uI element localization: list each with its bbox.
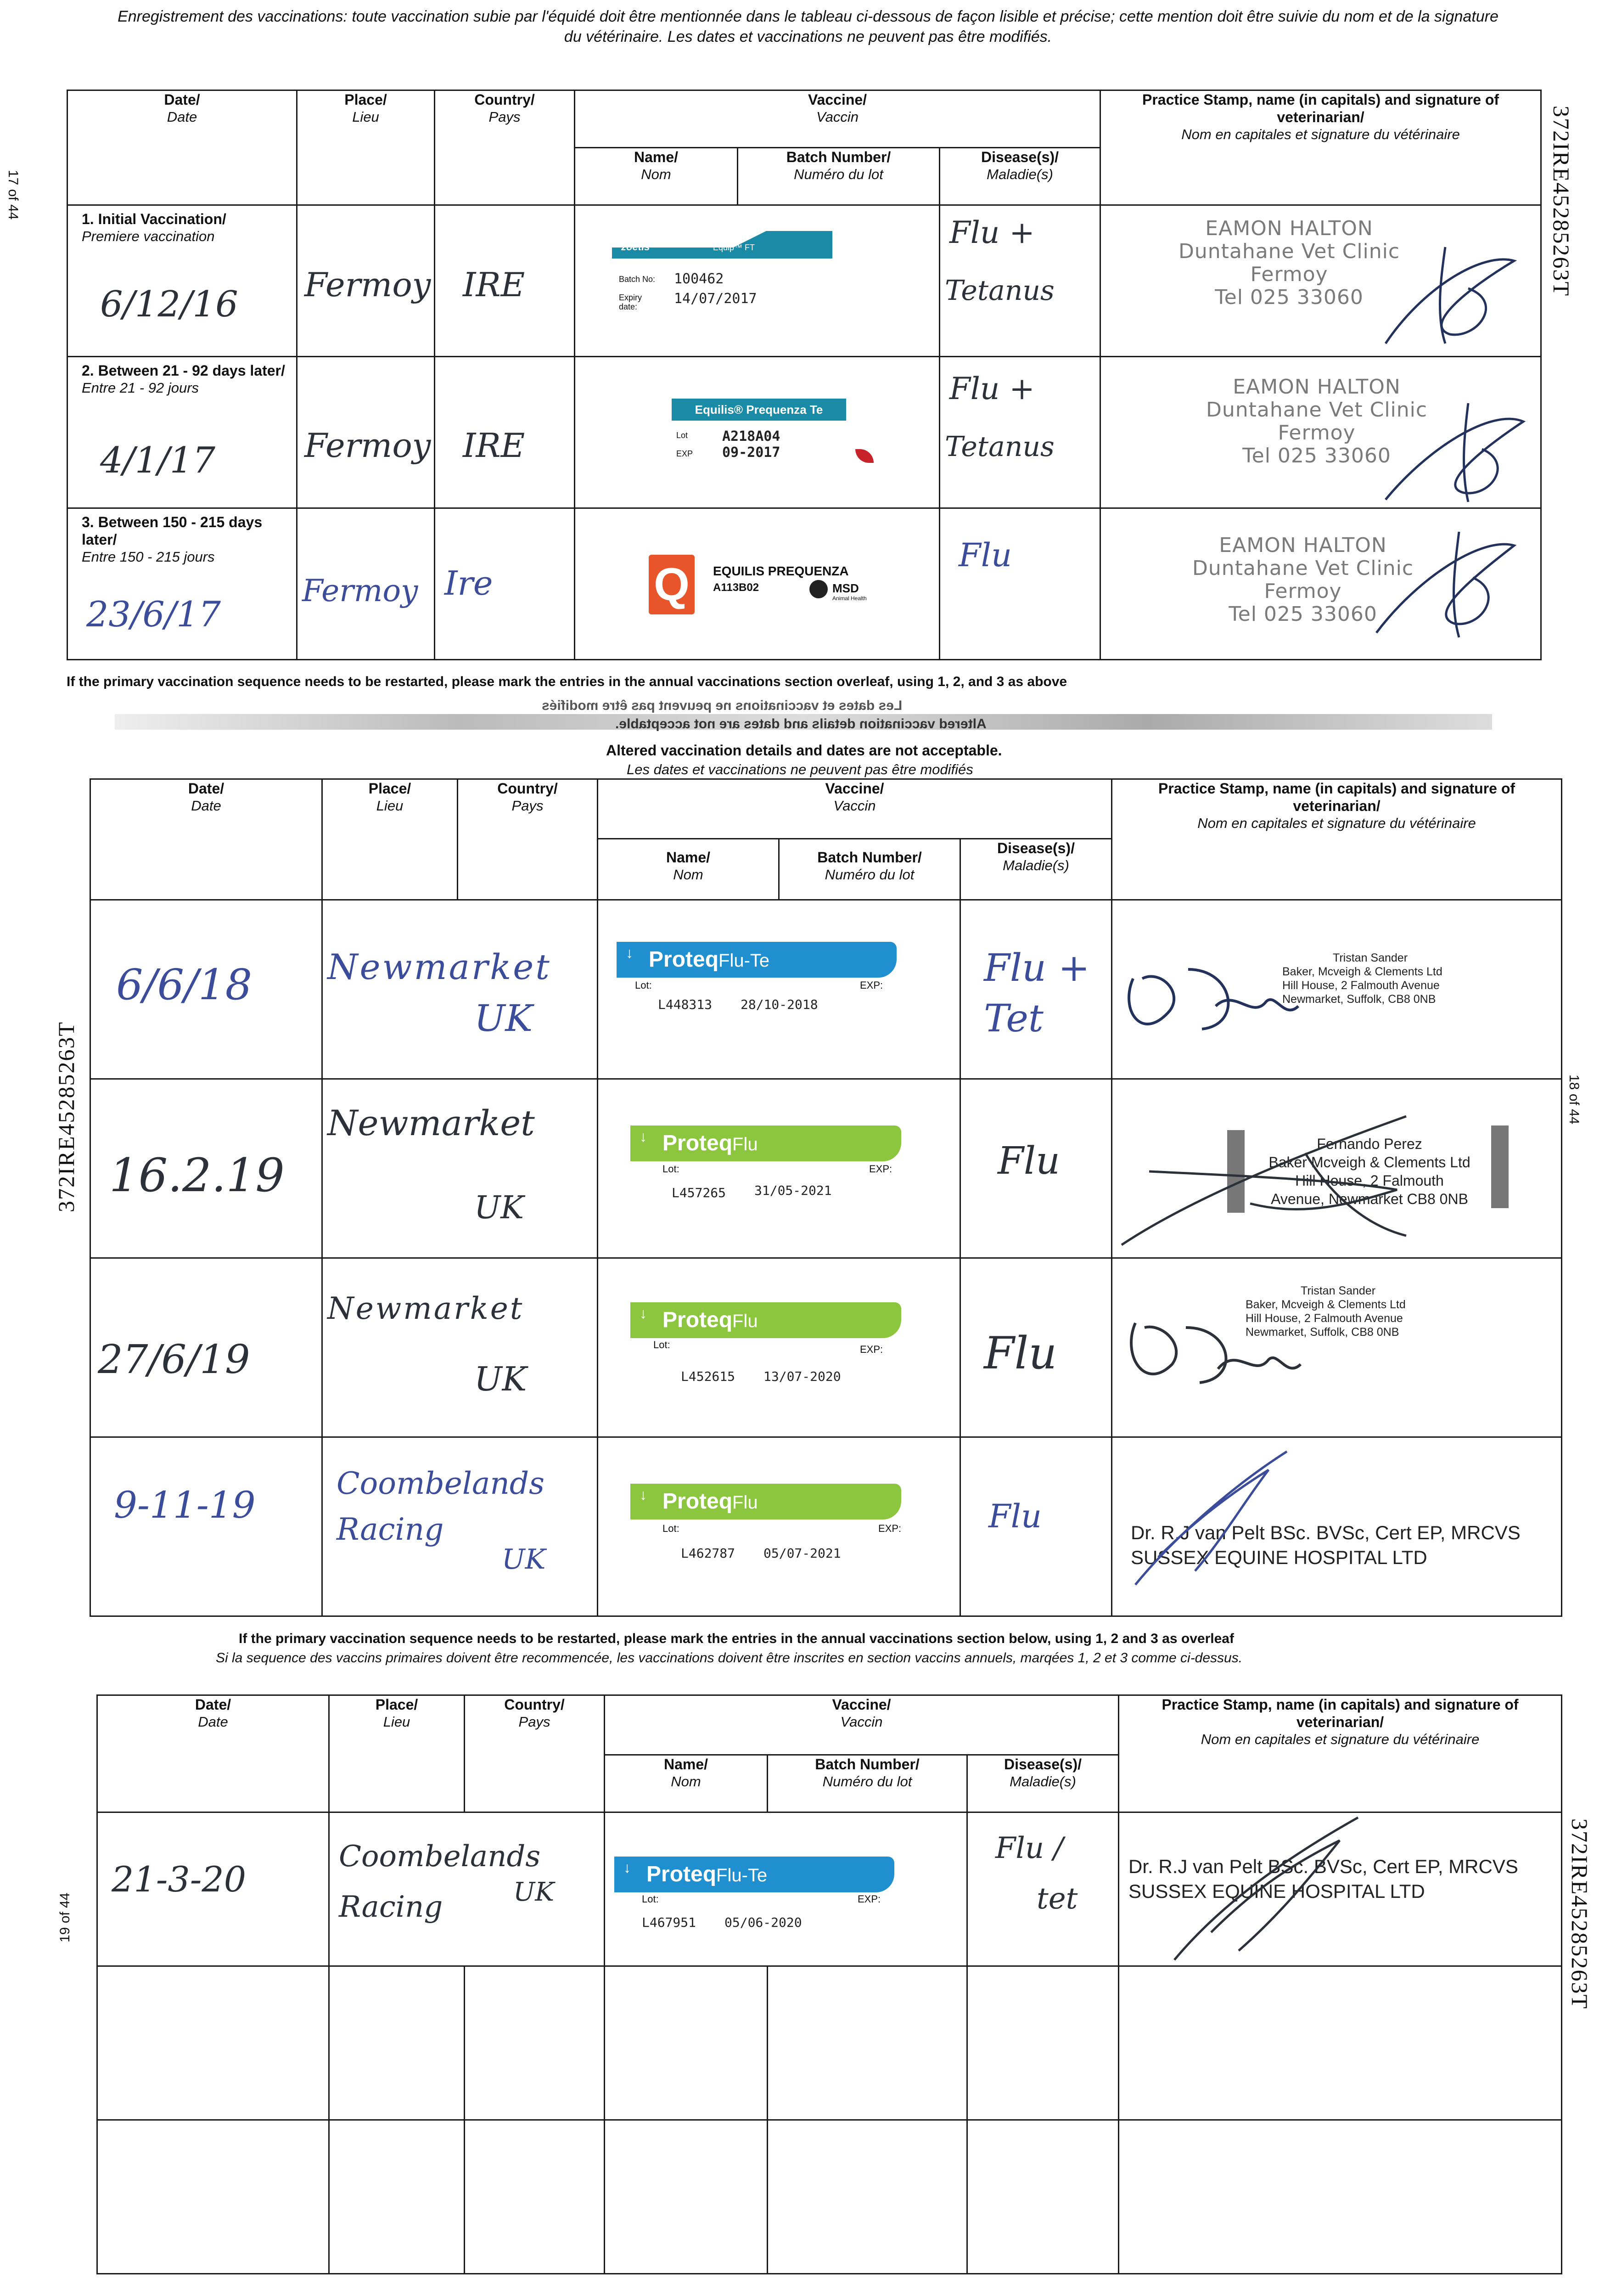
vet-signature xyxy=(1340,523,1523,642)
date-cell: 21-3-20 xyxy=(97,1812,329,1966)
vet-signature xyxy=(1115,951,1344,1043)
date-cell: 2. Between 21 - 92 days later/ Entre 21 - 92 jours 4/1/17 xyxy=(67,357,297,508)
handwritten-date: 23/6/17 xyxy=(86,594,221,635)
place-country-cell: Newmarket UK xyxy=(322,1079,598,1258)
vet-stamp-cell: Dr. R.J van Pelt BSc. BVSc, Cert EP, MRCVS SUSSEX EQUINE HOSPITAL LTD xyxy=(1119,1812,1562,1966)
annual-vaccination-table-2 xyxy=(96,1694,1562,2274)
col-header-practice: Practice Stamp, name (in capitals) and signature of veterinarian/ Nom en capitales et signature du vétérinaire xyxy=(1100,90,1541,205)
table-row xyxy=(67,205,1541,357)
vet-signature xyxy=(1112,1098,1480,1254)
table-row xyxy=(67,357,1541,508)
header-note-line2: du vétérinaire. Les dates et vaccinations ne peuvent pas être modifiés. xyxy=(564,28,1052,45)
date-cell: 6/6/18 xyxy=(90,900,322,1079)
table-row xyxy=(90,1258,1562,1437)
col-header-batch: Batch Number/ Numéro du lot xyxy=(738,148,940,205)
handwritten-date: 4/1/17 xyxy=(100,440,216,481)
col-header-name-batch xyxy=(598,839,960,900)
stamp-bar-right xyxy=(1491,1125,1509,1208)
table-row-empty xyxy=(97,1966,1562,2120)
vet-stamp-cell: EAMON HALTON Duntahane Vet Clinic Fermoy Tel 025 33060 xyxy=(1100,508,1541,660)
date-cell: 1. Initial Vaccination/ Premiere vaccination 6/12/16 xyxy=(67,205,297,357)
vaccine-label-sticker: Equilis® Prequenza Te Lot A218A04 EXP 09-2017 xyxy=(575,357,940,508)
vet-stamp-cell: Tristan Sander Baker, Mcveigh & Clements Ltd Hill House, 2 Falmouth Avenue Newmarket, Suffolk, CB8 0NB xyxy=(1112,900,1562,1079)
place-country-cell: Coombelands Racing UK xyxy=(322,1437,598,1616)
mirrored-bleed-line1: Altered vaccination details and dates are not acceptable. xyxy=(615,716,987,732)
vaccine-label-sticker: ↓ ProteqFlu Lot: EXP: L462787 05/07-2021 xyxy=(598,1437,960,1616)
label-red-mark xyxy=(855,449,874,463)
country-cell: IRE xyxy=(435,205,575,357)
table-row-empty xyxy=(97,2120,1562,2274)
proteq-label-band: ↓ ProteqFlu xyxy=(630,1302,901,1338)
table-row xyxy=(90,1437,1562,1616)
vet-stamp-cell: EAMON HALTON Duntahane Vet Clinic Fermoy Tel 025 33060 xyxy=(1100,357,1541,508)
side-reference-top: 372IRE45285263T xyxy=(1549,106,1574,297)
annual-footnote: If the primary vaccination sequence needs to be restarted, please mark the entries in the annual vaccinations section below, using 1, 2 and 3 as overleaf xyxy=(239,1631,1234,1646)
drop-icon: ↓ xyxy=(623,1859,631,1876)
place-country-cell: Coombelands Racing UK xyxy=(329,1812,605,1966)
date-cell: 9-11-19 xyxy=(90,1437,322,1616)
place-cell: Fermoy xyxy=(297,508,435,660)
vaccine-label-sticker: ↓ ProteqFlu-Te Lot: EXP: L448313 28/10-2018 xyxy=(598,900,960,1079)
proteq-label-band: ↓ ProteqFlu xyxy=(630,1484,901,1519)
date-cell: 3. Between 150 - 215 days later/ Entre 150 - 215 jours 23/6/17 xyxy=(67,508,297,660)
col-header-date: Date/ Date xyxy=(97,1695,329,1812)
place-cell: Fermoy xyxy=(297,205,435,357)
annual-footnote-fr: Si la sequence des vaccins primaires doivent être recommencée, les vaccinations doivent être inscrites en section vaccins annuels, marqées 1, 2 et 3 comme ci-dessus. xyxy=(216,1650,1243,1666)
disease-cell: Flu + Tet xyxy=(960,900,1112,1079)
msd-logo-icon xyxy=(809,580,828,598)
disease-cell: Flu xyxy=(960,1437,1112,1616)
header-note xyxy=(73,6,1543,47)
primary-footnote: If the primary vaccination sequence needs to be restarted, please mark the entries in the annual vaccinations section overleaf, using 1, 2, and 3 as above xyxy=(67,674,1067,689)
header-note-line1: Enregistrement des vaccinations: toute vaccination subie par l'équidé doit être mentionnée dans le tableau ci-dessous de façon lisible et précise; cette mention doit être suivie du nom et de la signature xyxy=(118,8,1499,25)
table-row xyxy=(90,900,1562,1079)
vet-signature xyxy=(1117,1300,1337,1406)
vet-signature xyxy=(1330,233,1523,348)
page-number-18: 18 of 44 xyxy=(1566,1075,1582,1125)
col-header-country: Country/ Pays xyxy=(435,90,575,205)
primary-vaccination-table xyxy=(67,90,1542,660)
drop-icon: ↓ xyxy=(640,1486,647,1503)
page-number-17: 17 of 44 xyxy=(6,170,21,220)
date-cell: 16.2.19 xyxy=(90,1079,322,1258)
col-header-vaccine: Vaccine/ Vaccin xyxy=(575,90,1100,148)
table-row xyxy=(67,508,1541,660)
table-row xyxy=(90,1079,1562,1258)
col-header-place: Place/ Lieu xyxy=(297,90,435,205)
col-header-disease: Disease(s)/ Maladie(s) xyxy=(940,148,1100,205)
col-header-batch: Batch Number/ Numéro du lot xyxy=(768,1755,967,1812)
country-cell: IRE xyxy=(435,357,575,508)
vet-stamp-cell: Tristan Sander Baker, Mcveigh & Clements Ltd Hill House, 2 Falmouth Avenue Newmarket, Suffolk, CB8 0NB xyxy=(1112,1258,1562,1437)
vet-stamp-cell: Dr. R.J van Pelt BSc. BVSc, Cert EP, MRCVS SUSSEX EQUINE HOSPITAL LTD xyxy=(1112,1437,1562,1616)
drop-icon: ↓ xyxy=(626,945,633,961)
vet-signature xyxy=(1358,389,1532,504)
disease-cell: Flu xyxy=(960,1079,1112,1258)
col-header-place: Place/ Lieu xyxy=(322,779,458,900)
msd-q-logo: Q xyxy=(649,555,695,614)
place-country-cell: Newmarket UK xyxy=(322,900,598,1079)
col-header-batch: Batch Number/ Numéro du lot xyxy=(817,849,922,883)
annual-vaccination-table-1 xyxy=(90,778,1562,1617)
disease-cell: Flu xyxy=(960,1258,1112,1437)
col-header-vaccine: Vaccine/ Vaccin xyxy=(598,779,1112,839)
col-header-country: Country/ Pays xyxy=(458,779,598,900)
proteq-label-band: ↓ ProteqFlu xyxy=(630,1125,901,1161)
col-header-name: Name/ Nom xyxy=(605,1755,768,1812)
side-reference-middle: 372IRE45285263T xyxy=(53,1021,79,1212)
place-country-cell: Newmarket UK xyxy=(322,1258,598,1437)
vaccine-label-sticker: ↓ ProteqFlu-Te Lot: EXP: L467951 05/06-2020 xyxy=(605,1812,967,1966)
col-header-date: Date/ Date xyxy=(67,90,297,205)
vet-signature xyxy=(1122,1442,1314,1589)
disease-cell: Flu / tet xyxy=(967,1812,1119,1966)
vaccine-label-sticker: zoetis Equip™ FT ↙ Batch No: 100462 Expiry date: 14/07/2017 xyxy=(575,205,940,357)
col-header-practice: Practice Stamp, name (in capitals) and signature of veterinarian/ Nom en capitales et signature du vétérinaire xyxy=(1119,1695,1562,1812)
disease-cell: Flu + Tetanus xyxy=(940,357,1100,508)
drop-icon: ↓ xyxy=(640,1305,647,1322)
col-header-name: Name/ Nom xyxy=(575,148,738,205)
col-header-country: Country/ Pays xyxy=(465,1695,605,1812)
arrow-icon: ↙ xyxy=(805,212,820,232)
col-header-place: Place/ Lieu xyxy=(329,1695,465,1812)
vet-stamp-cell: EAMON HALTON Duntahane Vet Clinic Fermoy Tel 025 33060 xyxy=(1100,205,1541,357)
vet-stamp-cell: Fernando Perez Baker Mcveigh & Clements Ltd Hill House, 2 Falmouth Avenue, Newmarket CB8 0NB xyxy=(1112,1079,1562,1258)
disease-cell: Flu xyxy=(940,508,1100,660)
vaccine-label-sticker: ↓ ProteqFlu Lot: EXP: L457265 31/05-2021 xyxy=(598,1079,960,1258)
side-reference-bottom: 372IRE45285263T xyxy=(1567,1818,1593,2010)
handwritten-date: 6/12/16 xyxy=(100,284,238,325)
table-row xyxy=(97,1812,1562,1966)
date-cell: 27/6/19 xyxy=(90,1258,322,1437)
proteq-label-band: ↓ ProteqFlu-Te xyxy=(617,942,897,978)
country-cell: Ire xyxy=(435,508,575,660)
vet-signature xyxy=(1165,1813,1386,1964)
col-header-vaccine: Vaccine/ Vaccin xyxy=(605,1695,1119,1755)
col-header-name: Name/ Nom xyxy=(598,839,780,899)
col-header-date: Date/ Date xyxy=(90,779,322,900)
disease-cell: Flu + Tetanus xyxy=(940,205,1100,357)
drop-icon: ↓ xyxy=(640,1128,647,1145)
col-header-practice: Practice Stamp, name (in capitals) and signature of veterinarian/ Nom en capitales et signature du vétérinaire xyxy=(1112,779,1562,900)
proteq-label-band: ↓ ProteqFlu-Te xyxy=(614,1857,894,1892)
col-header-disease: Disease(s)/ Maladie(s) xyxy=(960,839,1112,900)
vaccine-label-sticker: Q EQUILIS PREQUENZA A113B02 MSD Animal Health xyxy=(575,508,940,660)
mirrored-bleed-line2: Les dates et vaccinations ne peuvent pas être modifiés xyxy=(542,698,903,713)
page-number-19: 19 of 44 xyxy=(57,1892,73,1942)
vaccine-label-sticker: ↓ ProteqFlu Lot: EXP: L452615 13/07-2020 xyxy=(598,1258,960,1437)
middle-note-line2: Les dates et vaccinations ne peuvent pas être modifiés xyxy=(627,761,973,777)
place-cell: Fermoy xyxy=(297,357,435,508)
col-header-disease: Disease(s)/ Maladie(s) xyxy=(967,1755,1119,1812)
middle-note-line1: Altered vaccination details and dates are not acceptable. xyxy=(606,742,1002,759)
